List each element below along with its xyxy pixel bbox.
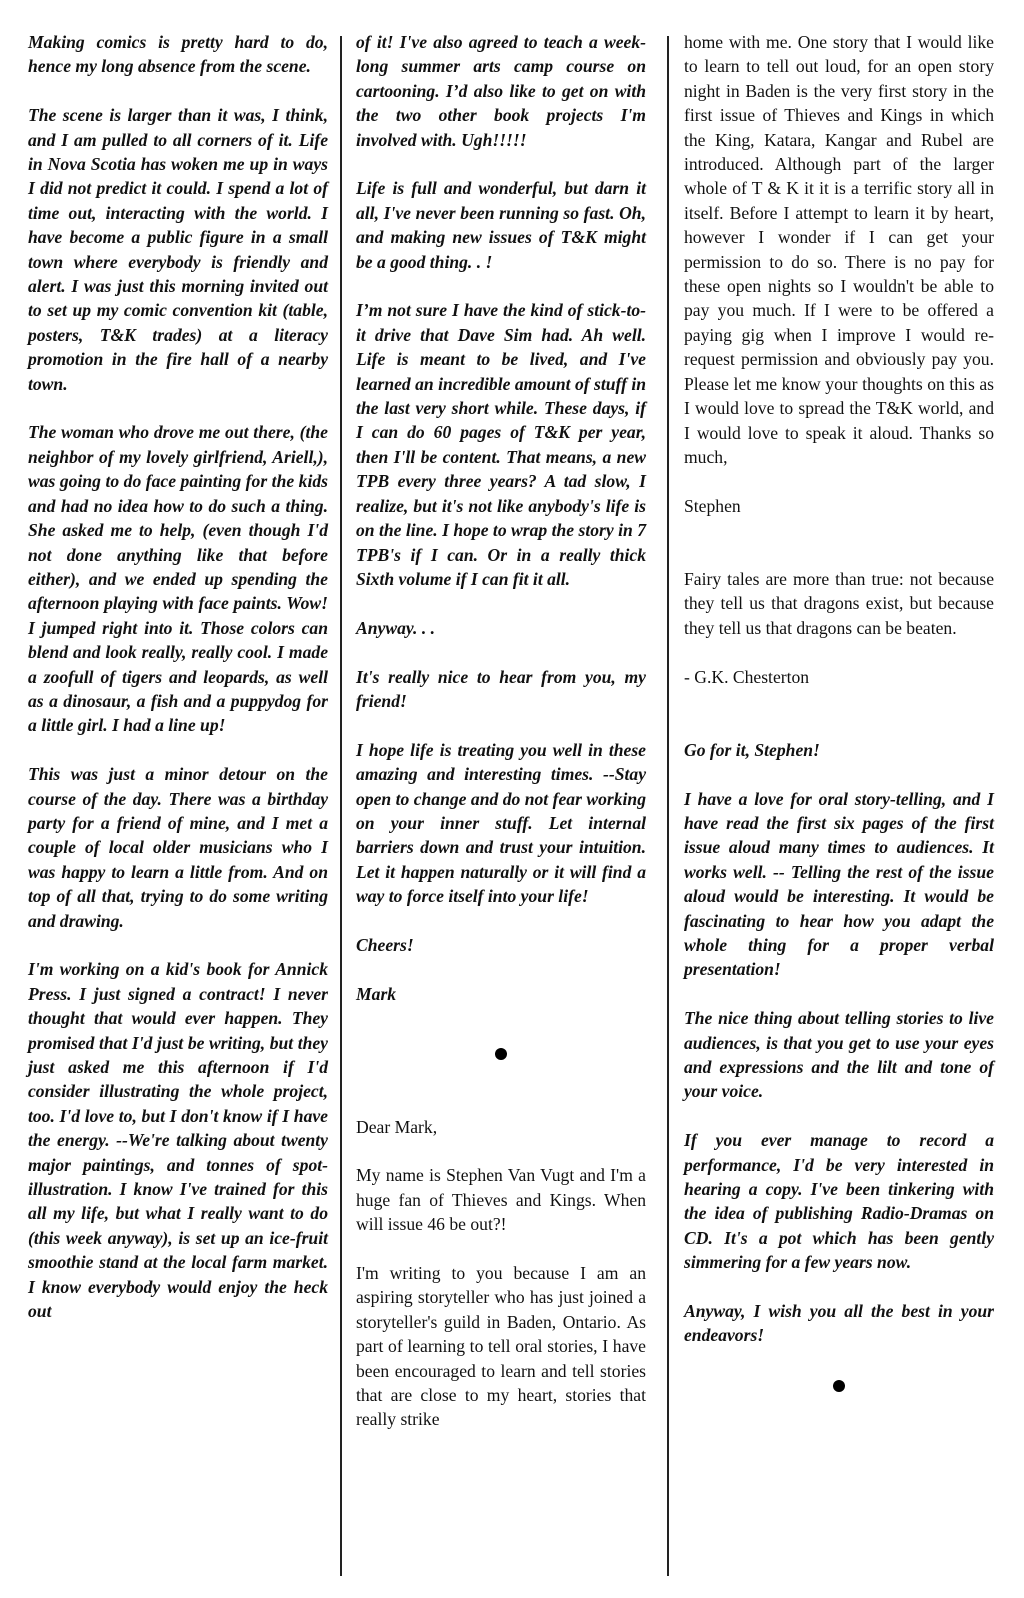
signature: Mark	[356, 983, 397, 1004]
quote-author: - G.K. Chesterton	[684, 666, 810, 687]
paragraph: The woman who drove me out there, (the neighbor of my lovely girlfriend, Ariell,), was going to do face painting for the kids and had no idea how to do such a thing. She asked me to help, (even though I'd not done anything like that before either), and we ended up spending the afternoon playing with face paints. Wow! I jumped right into it. Those colors can blend and look really, really cool. I made a zoofull of tigers and leopards, as well as a dinosaur, a fish and a puppydog for a little girl. I had a line up!	[28, 422, 328, 736]
paragraph: My name is Stephen Van Vugt and I'm a huge fan of Thieves and Kings. When will issue 46 be out?!	[356, 1165, 646, 1235]
column-3	[684, 30, 994, 1592]
letter-signature: Stephen	[684, 495, 741, 516]
bullet-icon	[495, 1048, 507, 1060]
paragraph: Making comics is pretty hard to do, hence my long absence from the scene.	[28, 32, 328, 77]
paragraph: Anyway. . .	[356, 617, 436, 638]
section-separator	[356, 1040, 646, 1064]
paragraph: It's really nice to hear from you, my friend!	[356, 666, 646, 711]
column-divider-1	[340, 36, 342, 1576]
paragraph: I hope life is treating you well in these amazing and interesting times. --Stay open to change and do not fear working on your inner stuff. Let internal barriers down and trust your intuition. Let it happen naturally or it will find a way to force itself into your life!	[356, 739, 646, 907]
bullet-icon	[833, 1380, 845, 1392]
paragraph: The scene is larger than it was, I think, and I am pulled to all corners of it. Life in Nova Scotia has woken me up in ways I did not predict it could. I spend a lot of time out, interacting with the world. I have become a public figure in a small town where everybody is friendly and alert. I was just this morning invited out to set up my comic convention kit (table, posters, T&K trades) at a literacy promotion in the fire hall of a nearby town.	[28, 105, 328, 394]
paragraph: Life is full and wonderful, but darn it all, I've never been running so fast. Oh, and making new issues of T&K might be a good thing. . !	[356, 178, 646, 272]
paragraph: of it! I've also agreed to teach a week-long summer arts camp course on cartooning. I’d also like to get on with the two other book projects I'm involved with. Ugh!!!!!	[356, 32, 646, 150]
paragraph: home with me. One story that I would like to learn to tell out loud, for an open story night in Baden is the very first story in the first issue of Thieves and Kings in which the King, Katara, Kangar and Rubel are introduced. Although part of the larger whole of T & K it it is a terrific story all in itself. Before I attempt to learn it by heart, however I wonder if I can get your permission to do so. There is no pay for these open nights so I wouldn't be able to pay you much. If I were to be offered a paying gig when I improve I would re-request permission and obviously pay you. Please let me know your thoughts on this as I would love to spread the T&K world, and I would love to speak it aloud. Thanks so much,	[684, 32, 994, 467]
paragraph: I’m not sure I have the kind of stick-to-it drive that Dave Sim had. Ah well. Life is meant to be lived, and I've learned an incredible amount of stuff in the last very short while. These days, if I can do 60 pages of T&K per year, then I'll be content. That means, a new TPB every three years? A tad slow, I realize, but it's not like anybody's life is on the line. I hope to wrap the story in 7 TPB's if I can. Or in a really thick Sixth volume if I can fit it all.	[356, 300, 647, 589]
paragraph: If you ever manage to record a performance, I'd be very interested in hearing a copy. I've been tinkering with the idea of publishing Radio-Dramas on CD. It's a pot which has been gently simmering for a few years now.	[684, 1130, 994, 1273]
reply-heading: Go for it, Stephen!	[684, 739, 820, 760]
paragraph: I have a love for oral story-telling, and I have read the first six pages of the first issue aloud many times to audiences. It works well. -- Telling the rest of the issue aloud would be interesting. It would be fascinating to hear how you adapt the whole thing for a proper verbal presentation!	[684, 788, 994, 980]
paragraph: I'm writing to you because I am an aspiring storyteller who has just joined a storyteller's guild in Baden, Ontario. As part of learning to tell oral stories, I have been encouraged to learn and tell stories that are close to my heart, stories that really strike	[356, 1262, 646, 1430]
paragraph: The nice thing about telling stories to live audiences, is that you get to use your eyes and expressions and the lilt and tone of your voice.	[684, 1008, 994, 1102]
sign-off: Cheers!	[356, 934, 414, 955]
section-separator	[684, 1372, 994, 1396]
column-2	[356, 30, 646, 1592]
column-divider-2	[667, 36, 669, 1576]
letter-greeting: Dear Mark,	[356, 1116, 438, 1137]
paragraph: I'm working on a kid's book for Annick Press. I just signed a contract! I never thought that would ever happen. They promised that I'd just be writing, but they just asked me this afternoon if I'd consider illustrating the whole project, too. I'd love to, but I don't know if I have the energy. --We're talking about twenty major paintings, and tonnes of spot-illustration. I know I've trained for this all my life, but what I really want to do (this week anyway), is set up an ice-fruit smoothie stand at the local farm market. I know everybody would enjoy the heck out	[28, 959, 328, 1322]
paragraph: Anyway, I wish you all the best in your endeavors!	[684, 1301, 994, 1346]
quote: Fairy tales are more than true: not because they tell us that dragons exist, but because they tell us that dragons can be beaten.	[684, 568, 994, 638]
paragraph: This was just a minor detour on the course of the day. There was a birthday party for a friend of mine, and I met a couple of local older musicians who I was happy to learn a little from. And on top of all that, trying to do some writing and drawing.	[28, 764, 328, 931]
column-1	[28, 30, 328, 1592]
